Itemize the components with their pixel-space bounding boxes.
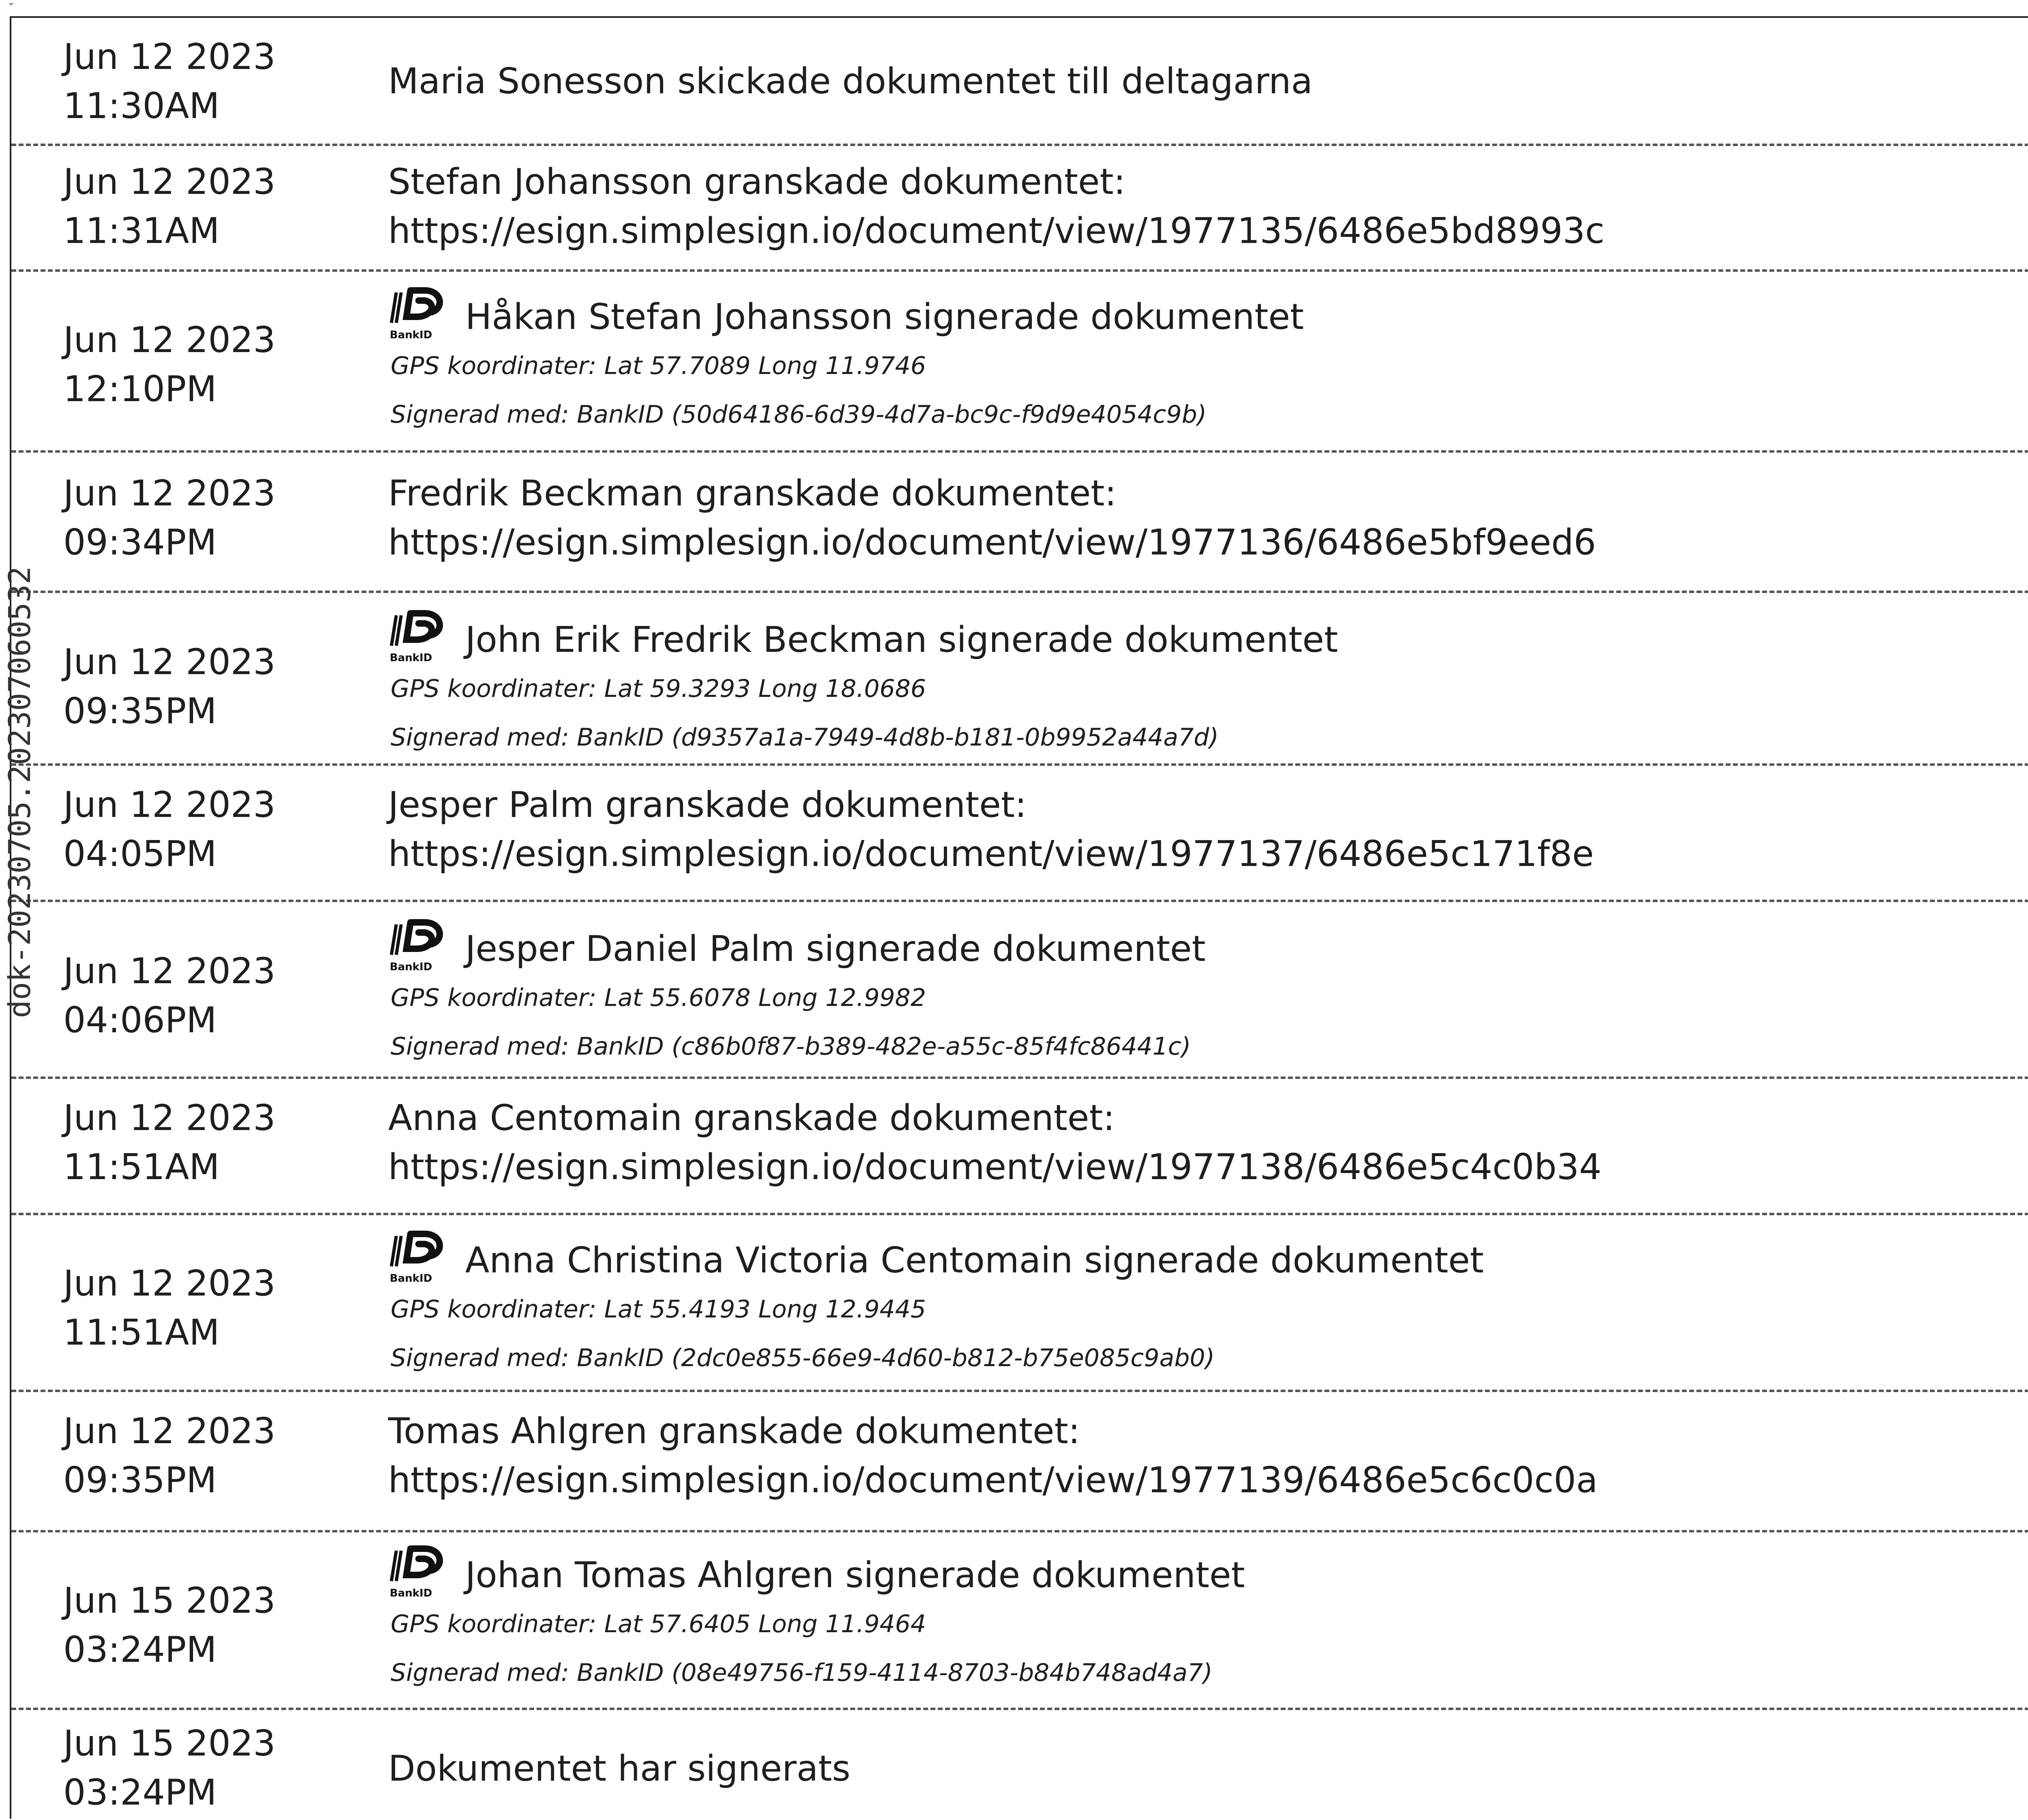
signed-with: Signerad med: BankID (d9357a1a-7949-4d8b-b181-0b9952a44a7d) [391,723,1219,752]
event-description [388,780,2028,879]
event-date: Jun 12 2023 [63,1097,276,1139]
table-row [11,1079,2028,1215]
event-date: Jun 12 2023 [63,319,276,361]
event-datetime [63,780,275,879]
event-time: 11:51AM [63,1312,220,1353]
document-link[interactable]: https://esign.simplesign.io/document/view/1977138/6486e5c4c0b34 [388,1146,1602,1188]
event-date: Jun 12 2023 [63,36,276,77]
event-description [388,57,2028,106]
event-time: 11:30AM [63,85,220,127]
event-description [388,609,2028,762]
event-time: 11:31AM [63,210,220,251]
event-description [388,469,2028,567]
svg-text:BankID: BankID [390,1272,432,1285]
event-text: Maria Sonesson skickade dokumentet till deltagarna [388,60,1313,102]
scan-mark: ˇ [8,2,14,16]
signed-with: Signerad med: BankID (2dc0e855-66e9-4d60-b812-b75e085c9ab0) [391,1344,1215,1372]
svg-text:BankID: BankID [390,1587,432,1599]
table-row [11,1532,2028,1710]
event-date: Jun 12 2023 [63,641,276,683]
event-time: 03:24PM [63,1629,217,1670]
event-text: Stefan Johansson granskade dokumentet: [388,161,1126,202]
event-text [388,286,2028,342]
event-time: 03:24PM [63,1772,217,1813]
event-text: Tomas Ahlgren granskade dokumentet: [388,1410,1080,1452]
event-time: 09:35PM [63,1459,217,1501]
bankid-icon [388,1230,457,1285]
event-text: Fredrik Beckman granskade dokumentet: [388,473,1117,514]
event-text [388,1230,2028,1285]
table-row [11,453,2028,593]
gps-coordinates: GPS koordinater: Lat 57.7089 Long 11.9746 [391,352,926,380]
table-row [11,902,2028,1079]
event-description [388,1744,2028,1793]
event-date: Jun 12 2023 [63,784,276,825]
event-date: Jun 12 2023 [63,950,276,992]
event-description [388,286,2028,439]
signed-with: Signerad med: BankID (c86b0f87-b389-482e-a55c-85f4fc86441c) [391,1032,1191,1061]
bankid-icon [388,918,457,973]
event-description [388,1407,2028,1505]
bankid-icon [388,609,457,664]
event-datetime [63,1719,275,1817]
event-time: 09:34PM [63,522,217,563]
document-link[interactable]: https://esign.simplesign.io/document/view/1977137/6486e5c171f8e [388,833,1594,875]
audit-trail-table [10,16,2028,1819]
signed-with: Signerad med: BankID (08e49756-f159-4114-8703-b84b748ad4a7) [391,1659,1213,1687]
gps-coordinates: GPS koordinater: Lat 59.3293 Long 18.0686 [391,675,926,703]
svg-text:BankID: BankID [390,961,432,973]
event-time: 04:06PM [63,999,217,1041]
signer-text: Anna Christina Victoria Centomain signerade dokumentet [465,1240,1484,1281]
event-time: 09:35PM [63,690,217,732]
event-datetime [63,32,275,131]
signed-with: Signerad med: BankID (50d64186-6d39-4d7a-bc9c-f9d9e4054c9b) [391,400,1207,429]
event-text [388,1545,2028,1600]
event-datetime [63,469,275,567]
event-datetime [63,947,275,1045]
table-row [11,18,2028,146]
event-text: Anna Centomain granskade dokumentet: [388,1097,1115,1139]
event-description [388,1230,2028,1382]
table-row [11,1215,2028,1392]
event-datetime [63,1094,275,1192]
event-description [388,918,2028,1071]
event-time: 12:10PM [63,368,217,410]
bankid-icon [388,286,457,341]
document-link[interactable]: https://esign.simplesign.io/document/view/1977136/6486e5bf9eed6 [388,522,1596,563]
event-date: Jun 12 2023 [63,1410,276,1452]
event-description [388,1545,2028,1697]
table-row [11,1710,2028,1819]
table-row [11,272,2028,453]
margin-stamp-left: dok-20230705.202307060532 [2,566,37,1018]
event-description [388,1094,2028,1192]
event-datetime [63,638,275,736]
event-time: 11:51AM [63,1146,220,1188]
event-datetime [63,1576,275,1674]
event-datetime [63,1407,275,1505]
gps-coordinates: GPS koordinater: Lat 55.6078 Long 12.9982 [391,984,926,1012]
event-date: Jun 12 2023 [63,473,276,514]
event-datetime [63,157,275,256]
table-row [11,146,2028,272]
gps-coordinates: GPS koordinater: Lat 55.4193 Long 12.9445 [391,1295,926,1324]
table-row [11,766,2028,902]
signer-text: Jesper Daniel Palm signerade dokumentet [465,928,1206,969]
event-date: Jun 12 2023 [63,161,276,202]
gps-coordinates: GPS koordinater: Lat 57.6405 Long 11.9464 [391,1610,926,1638]
table-row [11,1392,2028,1532]
signer-text: Håkan Stefan Johansson signerade dokumentet [465,296,1304,337]
document-link[interactable]: https://esign.simplesign.io/document/view/1977139/6486e5c6c0c0a [388,1459,1598,1501]
event-text: Jesper Palm granskade dokumentet: [388,784,1027,825]
event-date: Jun 15 2023 [63,1580,276,1621]
event-date: Jun 12 2023 [63,1263,276,1304]
event-datetime [63,316,275,414]
event-datetime [63,1259,275,1357]
svg-text:BankID: BankID [390,329,432,341]
signer-text: Johan Tomas Ahlgren signerade dokumentet [465,1554,1245,1596]
event-text [388,918,2028,973]
signer-text: John Erik Fredrik Beckman signerade dokumentet [465,619,1338,660]
document-link[interactable]: https://esign.simplesign.io/document/view/1977135/6486e5bd8993c [388,210,1605,251]
event-date: Jun 15 2023 [63,1723,276,1764]
event-text: Dokumentet har signerats [388,1748,851,1789]
svg-text:BankID: BankID [390,652,432,664]
bankid-icon [388,1545,457,1599]
event-text [388,609,2028,664]
event-description [388,157,2028,256]
event-time: 04:05PM [63,833,217,875]
table-row [11,593,2028,766]
